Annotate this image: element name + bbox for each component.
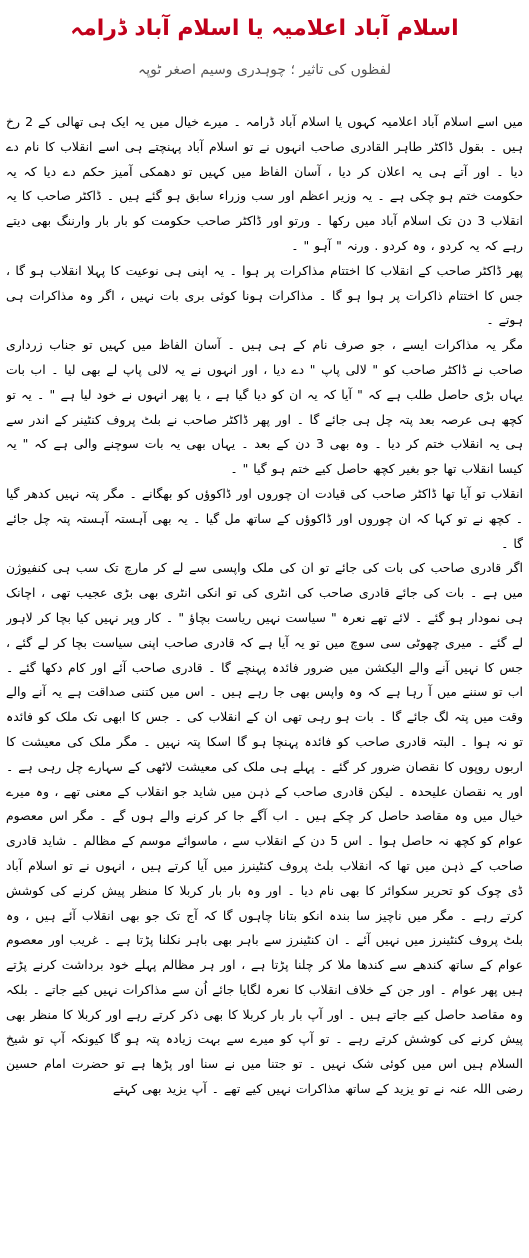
article-body (6, 110, 523, 1256)
article-byline: لفظوں کی تاثیر ؛ چوہدری وسیم اصغر ٹوپہ (138, 62, 391, 78)
paragraph: مگر یہ مذاکرات ایسے ، جو صرف نام کے ہی ہیں ۔ آسان الفاظ میں کہیں تو جناب زرداری صاحب نے ڈاکٹر صاحب کو " لالی پاپ " دے دیا ، اور انہوں نے یہ لالی پاپ لے بھی لیا ۔ اب بات یہاں بڑی حاصل طلب ہے کہ " آیا کہ یہ ان کو دیا گیا ہے ، یا پھر انہوں نے خود لیا ہے " ۔ یہ تو کچھ ہی عرصہ بعد پتہ چل ہی جائے گا ۔ اور پھر ڈاکٹر صاحب نے بلٹ پروف کنٹینر کے اندر سے ہی یہ انقلاب ختم کر دیا ۔ وہ بھی 3 دن کے بعد ۔ یہاں بھی یہ بات سوچنے والی ہے کہ " یہ کیسا انقلاب تھا جو بغیر کچھ حاصل کیے ختم ہو گیا " ۔ (6, 337, 523, 477)
article-title: اسلام آباد اعلامیہ یا اسلام آباد ڈرامہ (70, 16, 459, 41)
article-header (0, 0, 529, 100)
paragraph: پھر ڈاکٹر صاحب کے انقلاب کا اختتام مذاکرات پر ہوا ۔ یہ اپنی ہی نوعیت کا پہلا انقلاب ہو گا ، جس کا اختتام ذاکرات پر ہوا ہو گا ۔ مذاکرات ہونا کوئی بری بات نہیں ، اگر وہ مذاکرات ہی ہوتے ۔ (6, 262, 523, 328)
paragraph: میں اسے اسلام آباد اعلامیہ کہوں یا اسلام آباد ڈرامہ ۔ میرے خیال میں یہ ایک ہی تھالی کے 2 رخ ہیں ۔ بقول ڈاکٹر طاہر القادری صاحب انہوں نے تو اسلام آباد پہنچتے ہی اسے انقلاب کا نام دے دیا ۔ اور آتے ہی یہ اعلان کر دیا ، آسان الفاظ میں کہیں تو دھمکی آمیز حکم دے دیا کہ یہ حکومت ختم ہو چکی ہے ۔ یہ وزیر اعظم اور سب وزراء سابق ہو گئے ہیں ۔ ڈاکٹر صاحب کا یہ انقلاب 3 دن تک اسلام آباد میں رکھا ۔ ورتو اور ڈاکٹر صاحب حکومت کو بار بار وارننگ بھی دیتے رہے کہ یہ کردو ، وہ کردو . ورنہ " آہو " ۔ (6, 114, 523, 253)
paragraph: اگر قادری صاحب کی بات کی جائے تو ان کی ملک واپسی سے لے کر مارچ تک سب ہی کنفیوژن میں ہے ۔ بات کی جائے قادری صاحب کی انٹری کی تو انکی انٹری بھی بڑی عجیب تھی ، اچانک ہی نمودار ہو گئے ۔ لائے تھے نعرہ " سیاست نہیں ریاست بچاؤ " ۔ کار وپر نہیں کیا بچا کر لاہور لے گئے ۔ میری چھوٹی سی سوچ میں تو یہ آیا ہے کہ قادری صاحب اپنی سیاست بچا کر لے گئے ، جس کا نہیں آنے والے الیکشن میں ضرور فائدہ پہنچے گا ۔ قادری صاحب آئے اور کام دکھا گئے ۔ اب تو سننے میں آ رہا ہے کہ وہ واپس بھی جا رہے ہیں ۔ اس میں کتنی صداقت ہے یہ آنے والے وقت میں پتہ لگ جائے گا ۔ بات ہو رہی تھی ان کے انقلاب کی ۔ جس کا ابھی تک ملک کو فائدہ تو نہ ہوا ۔ البتہ قادری صاحب کو فائدہ پہنچا ہو گا اسکا پتہ نہیں ۔ مگر ملک کی معیشت کا اربوں روپوں کا نقصان ضرور کر گئے ۔ پہلے ہی ملک کی معیشت لاٹھی کے سہارے چل رہی ہے ۔ اور یہ نقصان علیحدہ ۔ لیکن قادری صاحب کے ذہن میں شاید جو انقلاب کے معنی تھے ، وہ میرے خیال میں وہ مقاصد حاصل کر چکے ہیں ۔ اب آگے جا کر کرنے والے ہوں گے ۔ مگر اس معصوم عوام کو کچھ نہ حاصل ہوا ۔ اس 5 دن کے انقلاب سے ، ماسوائے موسم کے مظالم ۔ شاید قادری صاحب کے ذہن میں تھا کہ انقلاب بلٹ پروف کنٹینرز میں آیا کرتے ہیں ، انہوں نے تو اسلام آباد ڈی چوک کو تحریر سکوائر کا بھی نام دیا ۔ اور وہ بار بار کربلا کا منظر پیش کرنے کی کوشش کرتے رہے ۔ مگر میں ناچیز سا بندہ انکو بتانا چاہوں گا کہ آج تک جو بھی انقلاب آئے ہیں ، وہ بلٹ پروف کنٹینرز میں نہیں آئے ۔ ان کنٹینرز سے باہر بھی باہر نکلنا پڑتا ہے ۔ غریب اور معصوم عوام کے ساتھ کندھے سے کندھا ملا کر چلنا پڑتا ہے ، اور ہر مظالم پہلے خود برداشت کرنے پڑتے ہیں پھر عوام ۔ اور جن کے خلاف انقلاب کا نعرہ لگایا جائے اُن سے مذاکرات نہیں کیے جاتے ۔ بلکہ وہ مقاصد حاصل کیے جاتے ہیں ۔ اور آپ بار بار کربلا کا بھی ذکر کرتے رہے اور کربلا کا منظر بھی پیش کرنے کی کوشش کرتے رہے ۔ تو آپ کو میرے سے بہت زیادہ پتہ ہو گا کیونکہ آپ تو شیخ السلام ہیں اس میں کوئی شک نہیں ۔ تو جتنا میں نے سنا اور پڑھا ہے تو حضرت امام حسین رضی اللہ عنہ نے تو یزید کے ساتھ مذاکرات نہیں کیے تھے ۔ آپ یزید بھی کہتے (6, 560, 523, 1097)
paragraph: انقلاب تو آیا تھا ڈاکٹر صاحب کی قیادت ان چوروں اور ڈاکوؤں کو بھگانے ۔ مگر پتہ نہیں کدھر گیا ۔ کچھ نے تو کہا کہ ان چوروں اور ڈاکوؤں کے ساتھ مل گیا ۔ یہ بھی آہستہ آہستہ پتہ چل جائے گا ۔ (6, 485, 523, 551)
